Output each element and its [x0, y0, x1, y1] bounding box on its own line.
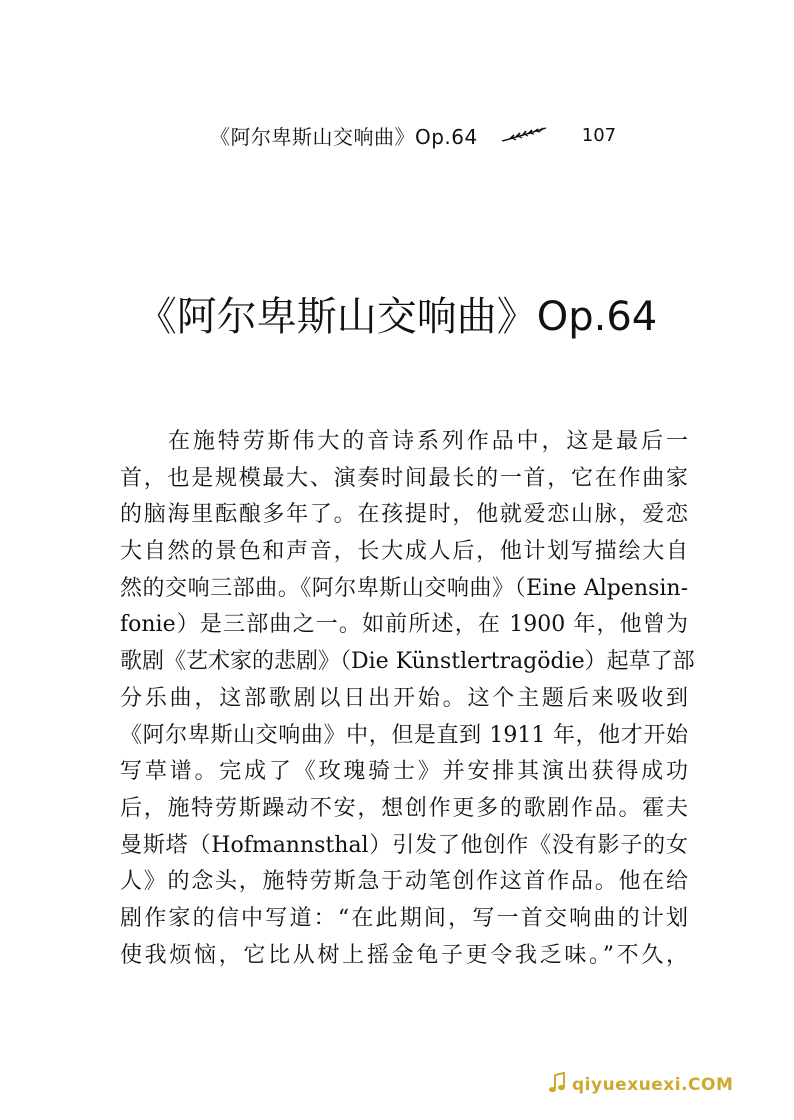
- chapter-title: 《阿尔卑斯山交响曲》Op.64: [136, 294, 658, 340]
- paragraph-line: 后，施特劳斯躁动不安，想创作更多的歌剧作品。霍夫: [120, 795, 688, 821]
- site-watermark: [548, 1072, 733, 1098]
- running-header: [210, 118, 616, 152]
- paragraph-line: 剧作家的信中写道：“在此期间，写一首交响曲的计划: [120, 905, 688, 931]
- paragraph-line: 的脑海里酝酿多年了。在孩提时，他就爱恋山脉，爱恋: [120, 502, 688, 528]
- watermark-text: qiyuexuexi.COM: [572, 1075, 734, 1095]
- paragraph-line: 曼斯塔（Hofmannsthal）引发了他创作《没有影子的女: [120, 832, 688, 858]
- paragraph-line: 在施特劳斯伟大的音诗系列作品中，这是最后一: [168, 429, 688, 454]
- paragraph-line: 然的交响三部曲。《阿尔卑斯山交响曲》（Eine Alpensin-: [120, 575, 688, 601]
- paragraph-line: fonie）是三部曲之一。如前所述，在 1900 年，他曾为: [120, 612, 688, 638]
- paragraph-line: 写草谱。完成了《玫瑰骑士》并安排其演出获得成功: [120, 759, 688, 785]
- paragraph-line: 使我烦恼，它比从树上摇金龟子更令我乏味。”不久，: [120, 942, 688, 968]
- body-paragraph: [120, 424, 695, 974]
- paragraph-line: 大自然的景色和声音，长大成人后，他计划写描绘大自: [120, 539, 688, 565]
- paragraph-line: 首，也是规模最大、演奏时间最长的一首，它在作曲家: [120, 465, 688, 491]
- paragraph-line: 人》的念头，施特劳斯急于动笔创作这首作品。他在给: [120, 869, 688, 895]
- music-note-icon: [548, 1072, 566, 1098]
- quill-pen-icon: [500, 126, 548, 148]
- paragraph-line: 《阿尔卑斯山交响曲》中，但是直到 1911 年，他才开始: [120, 722, 688, 748]
- paragraph-line: 歌剧《艺术家的悲剧》（Die Künstlertragödie）起草了部: [120, 649, 695, 675]
- page-number: 107: [581, 124, 617, 146]
- running-title: 《阿尔卑斯山交响曲》Op.64: [210, 124, 478, 149]
- paragraph-line: 分乐曲，这部歌剧以日出开始。这个主题后来吸收到: [120, 685, 688, 711]
